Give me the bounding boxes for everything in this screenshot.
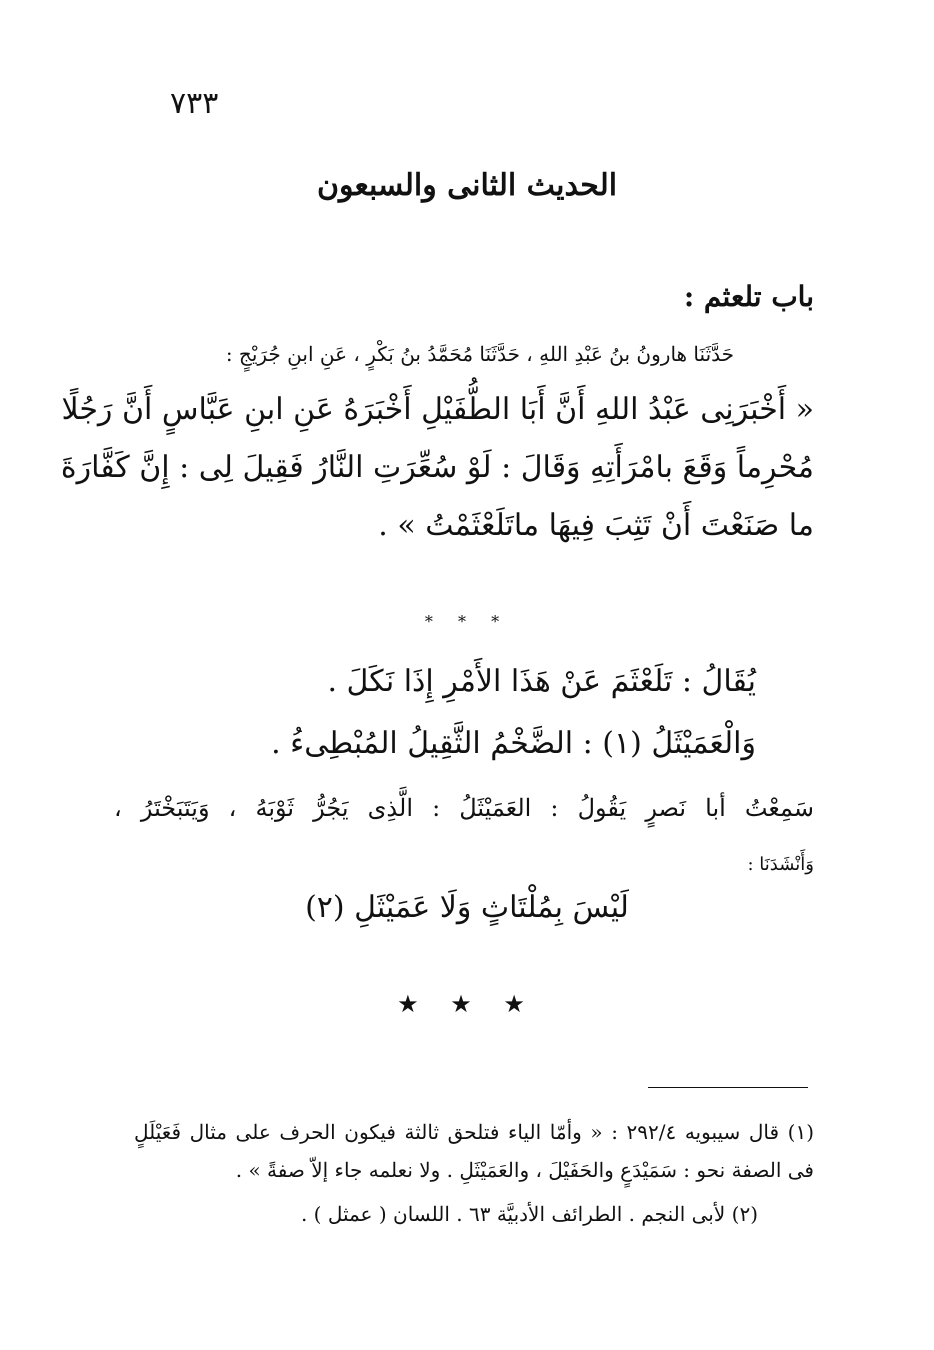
report-line: سَمِعْتُ أبا نَصرٍ يَقُولُ : العَمَيْثَلُ : الَّذِى يَجُرُّ ثَوْبَهُ ، وَيَتَبَخْتَرُ ،	[114, 794, 814, 822]
asterisk-separator: * * *	[424, 612, 510, 631]
chapter-title: الحديث الثانى والسبعون	[316, 168, 618, 203]
hadith-matn-line: ما صَنَعْتَ أَنْ تَثِبَ فِيهَا ماتَلَعْثَمْتُ » .	[378, 508, 814, 543]
poetry-verse: لَيْسَ بِمُلْتَاثٍ وَلَا عَمَيْثَلِ (٢)	[305, 890, 629, 925]
footnote-divider	[648, 1087, 808, 1088]
hadith-matn-line: مُحْرِماً وَقَعَ بامْرَأَتِهِ وَقَالَ : لَوْ سُعِّرَتِ النَّارُ فَقِيلَ لِى : إِنَّ كَفَّارَةَ	[60, 450, 814, 485]
explanation-line: وَالْعَمَيْثَلُ (١) : الضَّخْمُ الثَّقِيلُ المُبْطِىءُ .	[271, 726, 756, 761]
hadith-isnad: حَدَّثَنَا هارونُ بنُ عَبْدِ اللهِ ، حَدَّثَنَا مُحَمَّدُ بنُ بَكْرٍ ، عَنِ ابنِ جُرَيْجٍ :	[225, 342, 734, 366]
section-heading: باب تلعثم :	[683, 280, 814, 313]
footnote-line: (٢) لأبى النجم . الطرائف الأدبيَّة ٦٣ . اللسان ( عمثل ) .	[300, 1202, 758, 1226]
report-continuation: وَأَنْشَدَنَا :	[747, 854, 814, 875]
explanation-line: يُقَالُ : تَلَعْثَمَ عَنْ هَذَا الأَمْرِ إِذَا نَكَلَ .	[327, 664, 756, 699]
footnote-line: (١) قال سيبويه ٢٩٢/٤ : « وأمّا الياء فتلحق ثالثة فيكون الحرف على مثال فَعَيْلَلٍ	[134, 1120, 815, 1144]
page-number: ٧٣٣	[170, 86, 219, 121]
star-separator: ★ ★ ★	[397, 990, 537, 1018]
hadith-matn-line: « أَخْبَرَنِى عَبْدُ اللهِ أَنَّ أَبَا الطُّفَيْلِ أَخْبَرَهُ عَنِ ابنِ عَبَّاسٍ أَنَّ رَجُلًا	[61, 392, 814, 427]
footnote-line: فى الصفة نحو : سَمَيْدَعٍ والحَفَيْلَ ، والعَمَيْثَلِ . ولا نعلمه جاء إلاّ صفةً » .	[235, 1158, 814, 1182]
